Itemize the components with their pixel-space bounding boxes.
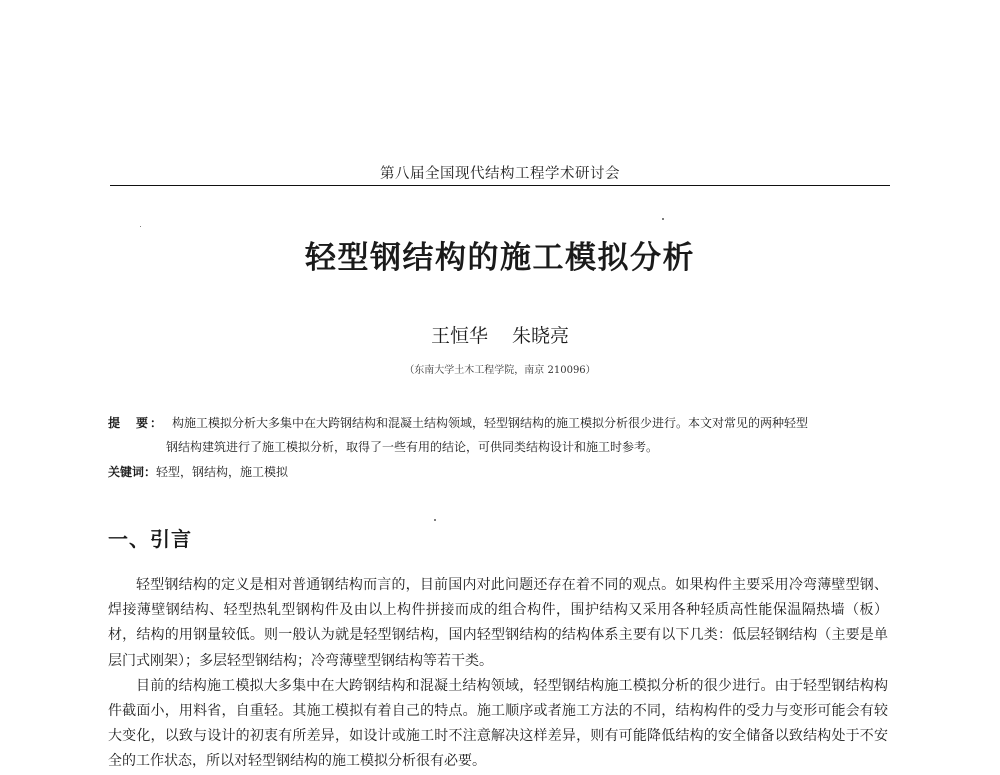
keywords-text: 轻型，钢结构，施工模拟 — [156, 465, 289, 479]
author-name: 朱晓亮 — [512, 325, 570, 347]
keywords — [108, 463, 890, 480]
author-list — [110, 321, 890, 348]
paper-title: 轻型钢结构的施工模拟分析 — [305, 240, 695, 276]
abstract-text-line2: 钢结构建筑进行了施工模拟分析，取得了一些有用的结论，可供同类结构设计和施工时参考。 — [166, 440, 659, 454]
author-name: 王恒华 — [430, 325, 488, 347]
paragraph: 轻型钢结构的定义是相对普通钢结构而言的，目前国内对此问题还存在着不同的观点。如果构件主要采用冷弯薄壁型钢、焊接薄壁钢结构、轻型热轧型钢构件及由以上构件拼接而成的组合构件，围护结构又采用各种轻质高性能保温隔热墙（板）材，结构的用钢量较低。则一般认为就是轻型钢结构，国内轻型钢结构的结构体系主要有以下几类：低层轻钢结构（主要是单层门式刚架）；多层轻型钢结构；冷弯薄壁型钢结构等若干类。 — [108, 577, 888, 669]
keywords-label: 关键词： — [108, 465, 157, 479]
paragraph: 目前的结构施工模拟大多集中在大跨钢结构和混凝土结构领域，轻型钢结构施工模拟分析的很少进行。由于轻型钢结构构件截面小，用料省，自重轻。其施工模拟有着自己的特点。施工顺序或者施工方法的不同，结构构件的受力与变形可能会有较大变化，以致与设计的初衷有所差异，如设计或施工时不注意解决这样差异，则有可能降低结构的安全储备以致结构处于不安全的工作状态，所以对轻型钢结构的施工模拟分析很有必要。 — [108, 677, 888, 770]
body-text — [108, 573, 888, 775]
header-rule — [110, 185, 890, 186]
abstract — [108, 411, 890, 459]
abstract-text-line1: 构施工模拟分析大多集中在大跨钢结构和混凝土结构领域，轻型钢结构的施工模拟分析很少进行。本文对常见的两种轻型 — [172, 416, 809, 430]
scan-speck — [140, 226, 141, 227]
section-heading: 一、引言 — [108, 527, 192, 551]
affiliation: （东南大学土木工程学院，南京 210096） — [404, 365, 596, 376]
scan-speck — [434, 519, 436, 521]
running-header: 第八届全国现代结构工程学术研讨会 — [380, 166, 620, 182]
scan-speck — [662, 218, 664, 220]
abstract-label: 提 要： — [108, 416, 165, 430]
